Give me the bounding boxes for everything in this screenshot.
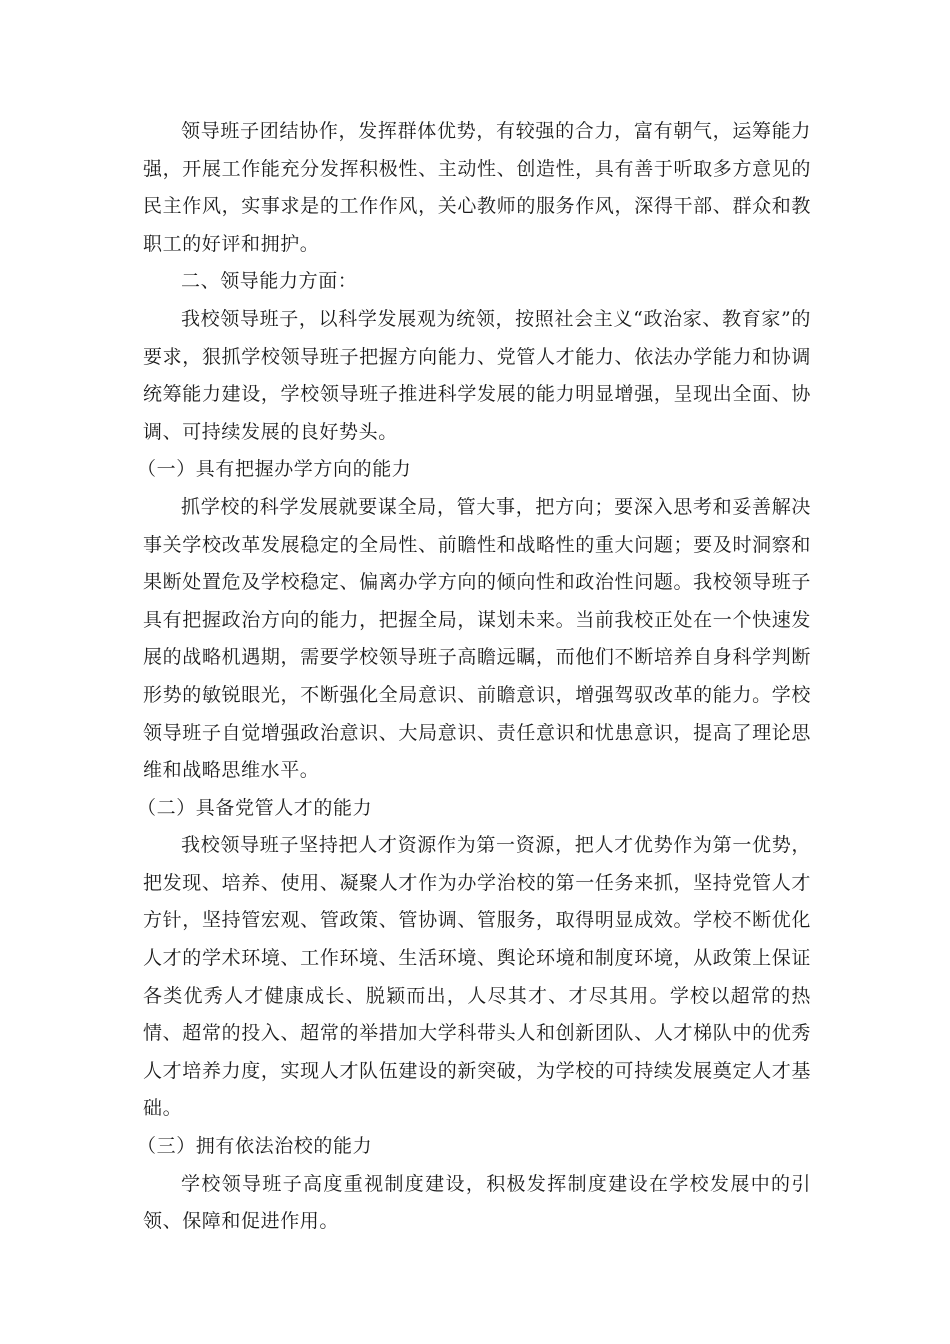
- paragraph-direction-ability: 抓学校的科学发展就要谋全局，管大事，把方向；要深入思考和妥善解决事关学校改革发展稳定的全局性、前瞻性和战略性的重大问题；要及时洞察和果断处置危及学校稳定、偏离办学方向的倾向性和政治性问题。我校领导班子具有把握政治方向的能力，把握全局，谋划未来。当前我校正处在一个快速发展的战略机遇期，需要学校领导班子高瞻远瞩，而他们不断培养自身科学判断形势的敏锐眼光，不断强化全局意识、前瞻意识，增强驾驭改革的能力。学校领导班子自觉增强政治意识、大局意识、责任意识和忧患意识，提高了理论思维和战略思维水平。: [143, 495, 811, 782]
- paragraph-leadership-ability-intro: 我校领导班子，以科学发展观为统领，按照社会主义“政治家、教育家”的要求，狠抓学校领导班子把握方向能力、党管人才能力、依法办学能力和协调统筹能力建设，学校领导班子推进科学发展的能力明显增强，呈现出全面、协调、可持续发展的良好势头。: [143, 307, 811, 443]
- paragraph-leadership-team: 领导班子团结协作，发挥群体优势，有较强的合力，富有朝气，运筹能力强，开展工作能充分发挥积极性、主动性、创造性，具有善于听取多方意见的民主作风，实事求是的工作作风，关心教师的服务作风，深得干部、群众和教职工的好评和拥护。: [143, 120, 811, 255]
- document-body: [137, 113, 811, 1241]
- paragraph-rule-of-law: 学校领导班子高度重视制度建设，积极发挥制度建设在学校发展中的引领、保障和促进作用。: [143, 1172, 811, 1233]
- subheading-direction-ability: （一）具有把握办学方向的能力: [137, 458, 412, 481]
- section-heading-leadership-ability: 二、领导能力方面：: [181, 270, 358, 293]
- subheading-talent-management: （二）具备党管人才的能力: [137, 796, 373, 819]
- subheading-rule-of-law: （三）拥有依法治校的能力: [137, 1135, 373, 1158]
- paragraph-talent-management: 我校领导班子坚持把人才资源作为第一资源，把人才优势作为第一优势，把发现、培养、使用、凝聚人才作为办学治校的第一任务来抓，坚持党管人才方针，坚持管宏观、管政策、管协调、管服务，取得明显成效。学校不断优化人才的学术环境、工作环境、生活环境、舆论环境和制度环境，从政策上保证各类优秀人才健康成长、脱颖而出，人尽其才、才尽其用。学校以超常的热情、超常的投入、超常的举措加大学科带头人和创新团队、人才梯队中的优秀人才培养力度，实现人才队伍建设的新突破，为学校的可持续发展奠定人才基础。: [143, 834, 811, 1120]
